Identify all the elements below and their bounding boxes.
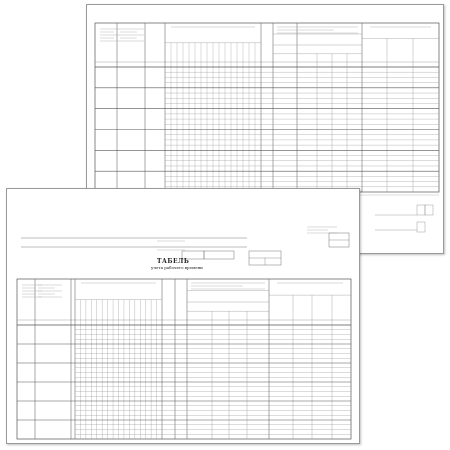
stamp-box <box>425 205 433 215</box>
table-frame <box>95 23 439 192</box>
form-subtitle: учета рабочего времени <box>151 265 203 270</box>
table-frame <box>17 279 351 439</box>
doc-date-box <box>204 251 234 259</box>
stamp-box <box>417 205 425 215</box>
timesheet-front-grid <box>7 189 359 443</box>
form-title: ТАБЕЛЬ <box>157 258 190 265</box>
timesheet-front-page <box>6 188 360 444</box>
stamp-box <box>417 222 425 232</box>
